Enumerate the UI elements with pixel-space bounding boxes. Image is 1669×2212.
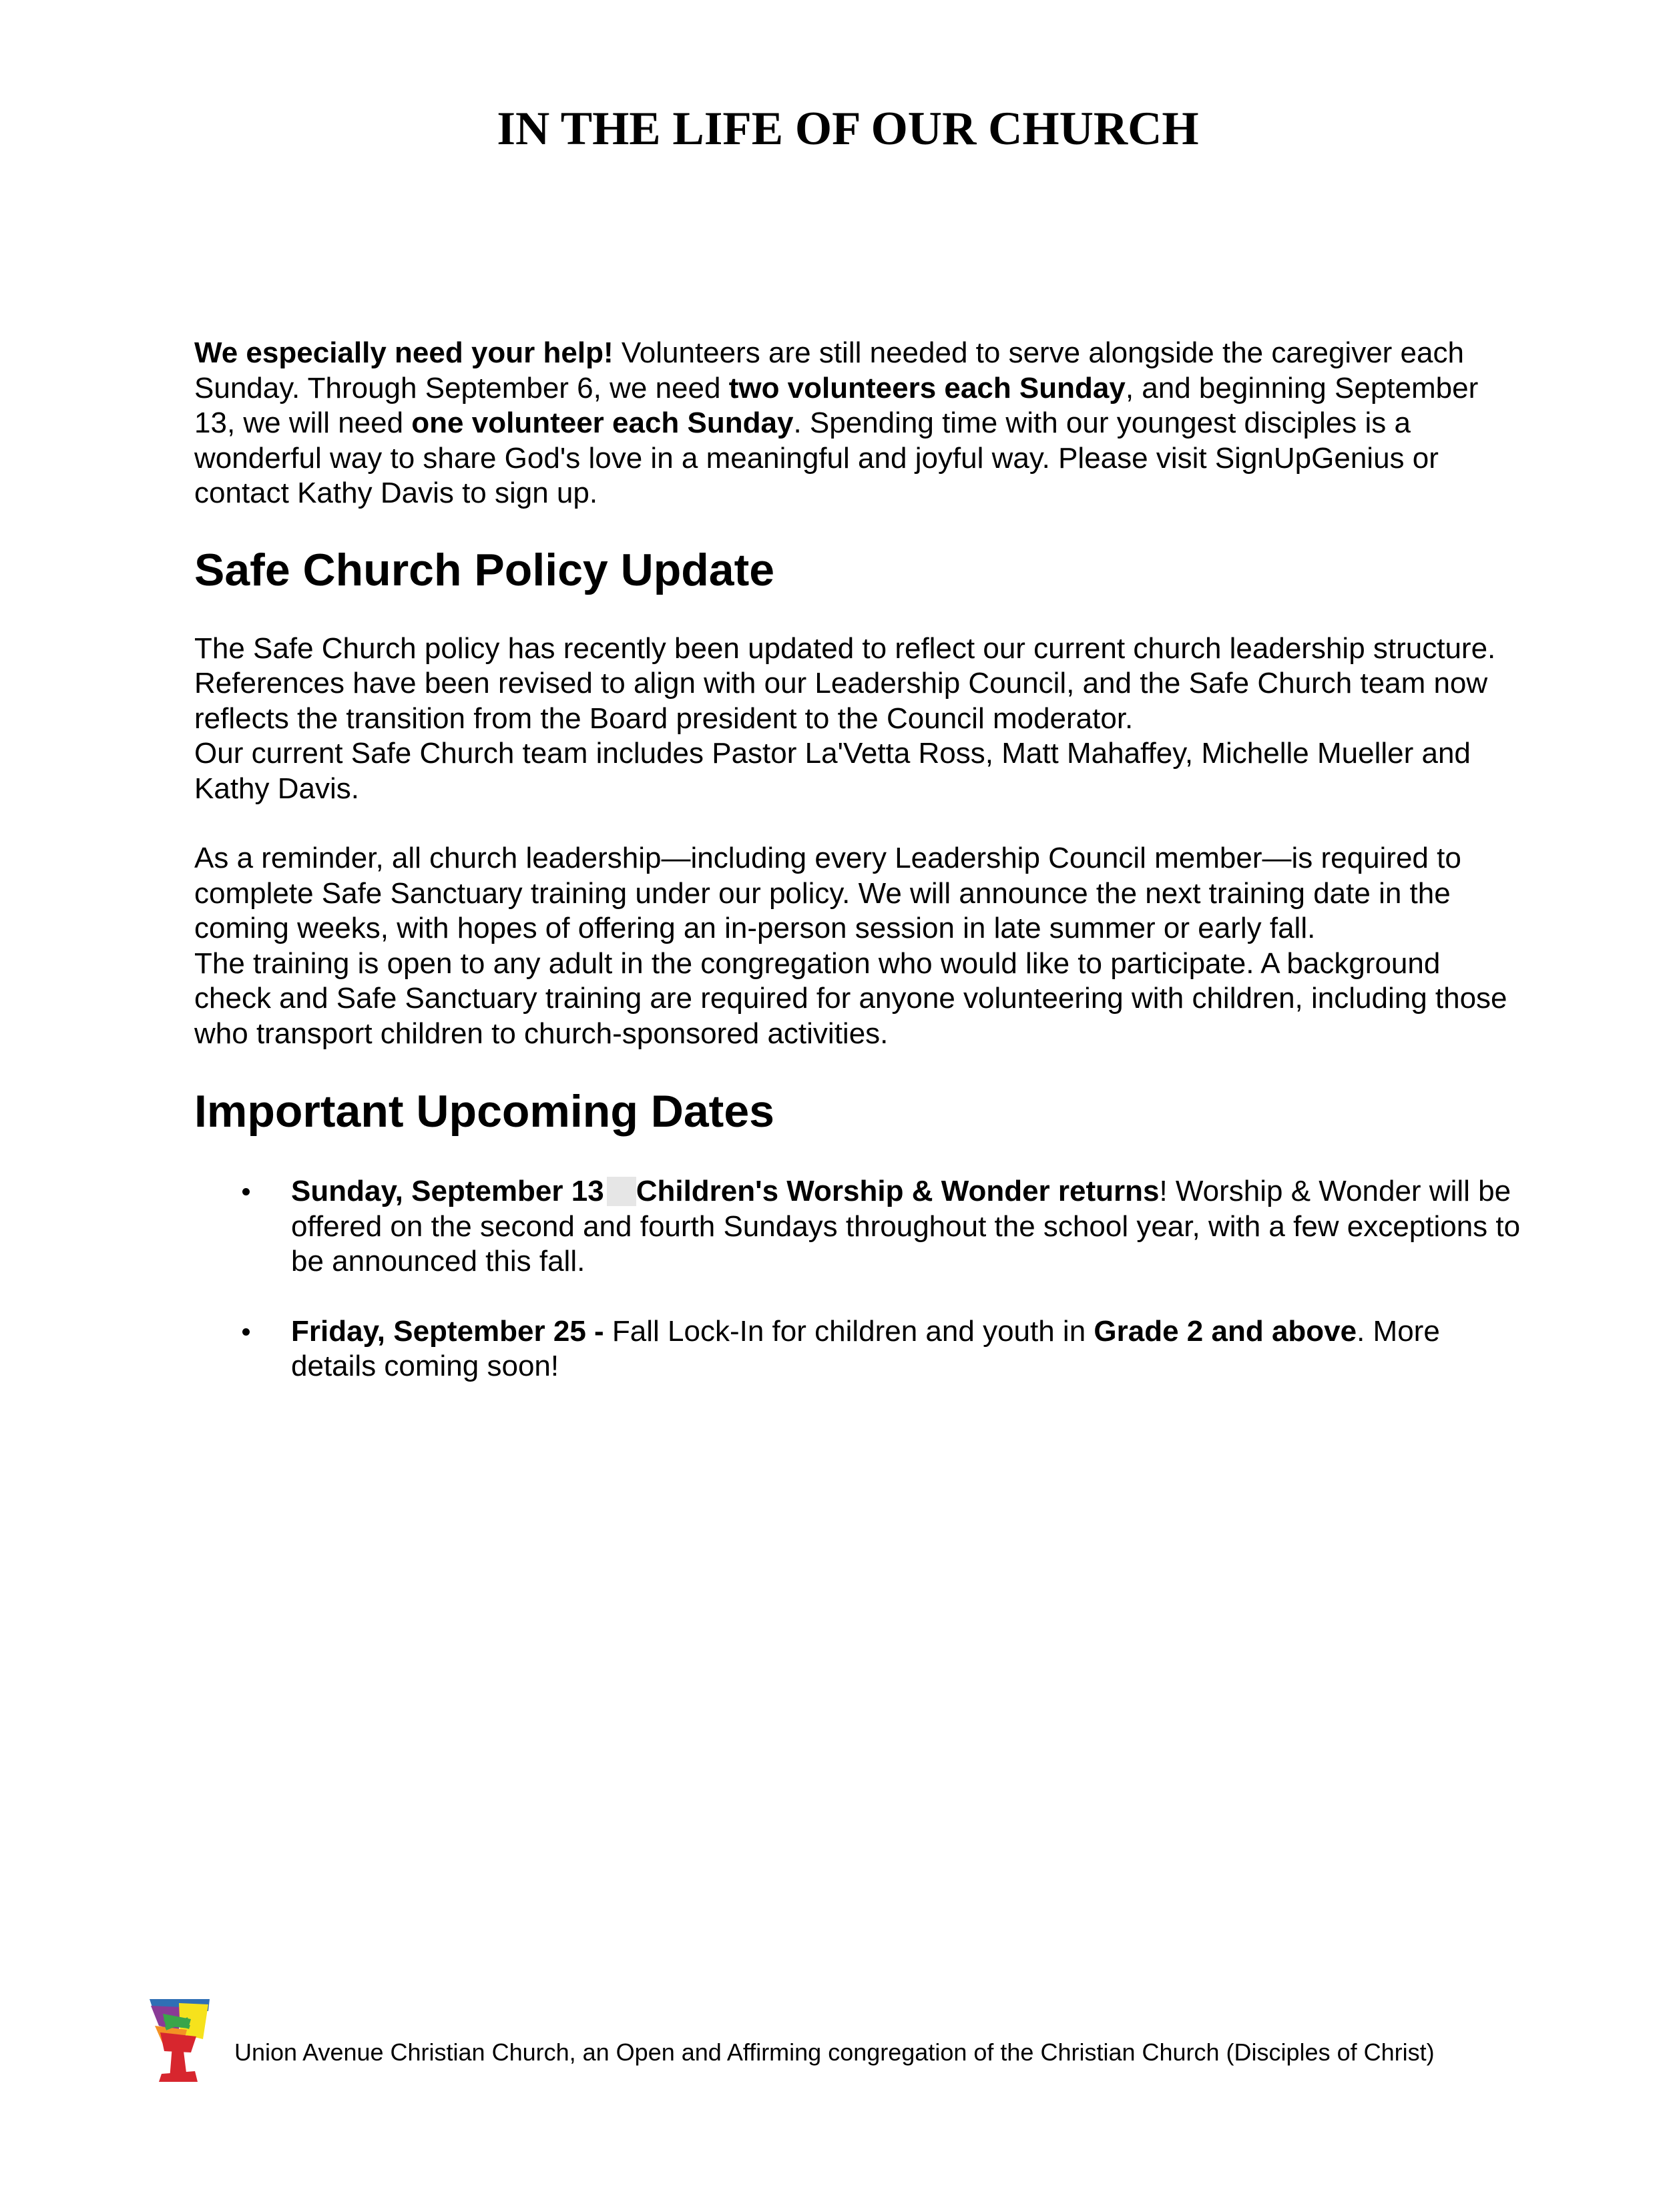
list-item [194,1174,1523,1280]
event-audience: Grade 2 and above [1094,1314,1357,1348]
safe-church-team-paragraph: Our current Safe Church team includes Pastor La'Vetta Ross, Matt Mahaffey, Michelle Mueller and Kathy Davis. [194,737,1471,805]
volunteer-text-1: Volunteers are still needed to serve alongside the caregiver each Sunday. Through September 6, we need [194,336,1464,404]
page-footer [147,1999,1549,2086]
event-date: Sunday, September 13 [291,1175,604,1207]
upcoming-dates-list [194,1174,1523,1384]
safe-church-heading: Safe Church Policy Update [194,544,775,595]
safe-sanctuary-reminder-paragraph: As a reminder, all church leadership—including every Leadership Council member—is required to complete Safe Sanctuary training under our policy. We will announce the next training date in the coming weeks, with hopes of offering an in-person session in late summer or early fall. [194,842,1461,944]
training-open-paragraph: The training is open to any adult in the congregation who would like to participate. A background check and Safe Sanctuary training are required for anyone volunteering with children, including those who transport children to church-sponsored activities. [194,946,1507,1050]
event-date: Friday, September 25 - [291,1314,604,1348]
safe-church-policy-paragraph: The Safe Church policy has recently been updated to reflect our current church leadership structure. References have been revised to align with our Leadership Council, and the Safe Church team now reflects the transition from the Board president to the Council moderator. [194,631,1496,735]
event-description-1: Fall Lock-In for children and youth in [604,1314,1094,1348]
volunteer-paragraph [194,336,1523,511]
volunteer-text-3: . Spending time with our youngest disciples is a wonderful way to share God's love in a meaningful and joyful way. Please visit SignUpGenius or contact Kathy Davis to sign up. [194,406,1439,509]
bullet-icon [242,1328,250,1336]
volunteer-text-2: , and beginning September 13, we will need [194,371,1479,439]
footer-text: Union Avenue Christian Church, an Open and Affirming congregation of the Christian Church (Disciples of Christ) [234,2038,1435,2066]
event-description: ! Worship & Wonder will be offered on the second and fourth Sundays throughout the school year, with a few exceptions to be announced this fall. [291,1175,1521,1278]
event-title: Children's Worship & Wonder returns [636,1175,1160,1207]
chalice-logo-icon [150,1999,210,2083]
list-item [194,1314,1523,1384]
volunteer-emphasis-2: one volunteer each Sunday [411,406,794,439]
event-description-2: . More details coming soon! [291,1314,1440,1382]
page-title: IN THE LIFE OF OUR CHURCH [497,103,1199,155]
highlight-mark [607,1177,636,1206]
volunteer-emphasis-1: two volunteers each Sunday [728,371,1126,404]
upcoming-dates-heading: Important Upcoming Dates [194,1086,774,1137]
volunteer-lead: We especially need your help! [194,336,614,369]
newsletter-content [194,336,1523,1384]
bullet-icon [242,1188,250,1195]
